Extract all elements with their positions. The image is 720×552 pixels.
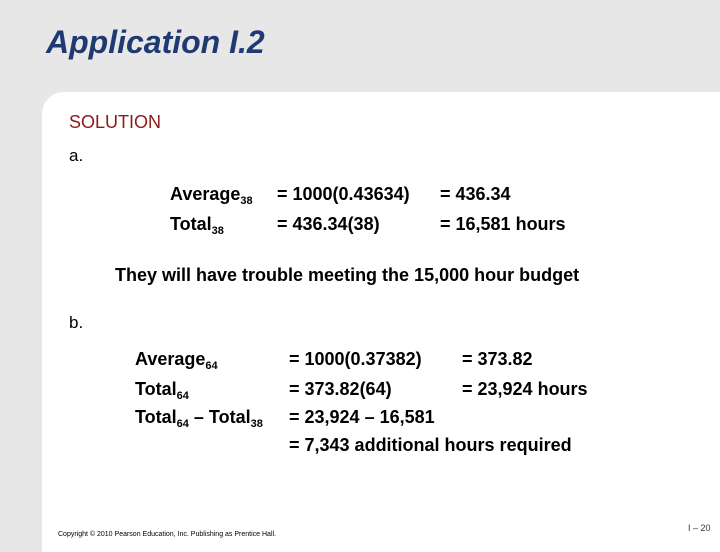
part-b-difference-lhs: Total$_{64}$ – Total$_{38}$ <box>135 407 263 430</box>
part-a-total-result: = 16,581 hours <box>440 214 566 234</box>
part-b-difference-expression: = 23,924 – 16,581 <box>289 407 435 427</box>
part-b-total-result: = 23,924 hours <box>462 379 588 399</box>
part-b-average-expression: = 1000(0.37382) <box>289 349 422 369</box>
part-a-average-result: = 436.34 <box>440 184 511 204</box>
part-b-average-lhs: Average$_{64}$ <box>135 349 218 372</box>
part-a-total-expression: = 436.34(38) <box>277 214 380 234</box>
part-b-label: b. <box>69 313 84 332</box>
slide-title: Application I.2 <box>46 24 265 60</box>
part-b-total-expression: = 373.82(64) <box>289 379 392 399</box>
part-a-average-lhs: Average$_{38}$ <box>170 184 253 207</box>
part-a-average-expression: = 1000(0.43634) <box>277 184 410 204</box>
part-a-conclusion: They will have trouble meeting the 15,000 hour budget <box>115 265 580 285</box>
part-a-label: a. <box>69 146 84 165</box>
solution-label: SOLUTION <box>69 112 162 132</box>
part-b-additional-hours: = 7,343 additional hours required <box>289 435 572 455</box>
content-panel <box>42 92 720 552</box>
part-b-total-lhs: Total$_{64}$ <box>135 379 189 402</box>
part-b-average-result: = 373.82 <box>462 349 533 369</box>
page-number: I – 20 <box>688 523 711 533</box>
part-a-total-lhs: Total$_{38}$ <box>170 214 224 237</box>
copyright-footer: Copyright © 2010 Pearson Education, Inc. Publishing as Prentice Hall. <box>58 531 277 538</box>
